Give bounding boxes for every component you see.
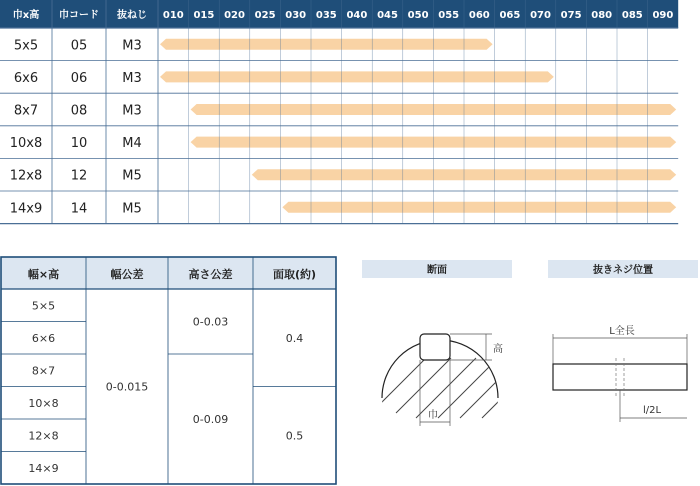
length-code-header: 055	[438, 10, 460, 21]
length-code-header: 075	[560, 10, 582, 21]
length-code-header: 010	[162, 10, 184, 21]
length-code-header: 015	[193, 10, 215, 21]
length-code-header: 050	[407, 10, 429, 21]
length-code-header: 020	[224, 10, 245, 21]
tolerance-header-cell: 面取(約)	[272, 268, 317, 281]
chamfer-cell: 0.4	[285, 331, 304, 345]
screw-cell: M4	[122, 136, 142, 152]
size-cell: 14x9	[9, 201, 43, 217]
length-availability-table	[0, 0, 700, 226]
header-cell: 巾x高	[12, 10, 40, 21]
height-tolerance-cell: 0-0.09	[192, 413, 229, 426]
tolerance-header-cell: 幅×高	[27, 268, 60, 281]
size-cell: 6x6	[13, 70, 39, 86]
tolerance-header-cell: 高さ公差	[188, 268, 233, 281]
length-code-header: 025	[254, 10, 276, 21]
width-code-cell: 10	[70, 136, 88, 152]
screw-position-title: 抜きネジ位置	[593, 265, 653, 276]
height-label: 高	[493, 344, 503, 355]
length-code-header: 085	[621, 10, 643, 21]
screw-cell: M5	[122, 168, 142, 184]
width-label: 巾	[428, 410, 438, 421]
cross-section-diagram	[356, 258, 516, 421]
size-cell: 5×5	[31, 299, 56, 313]
size-cell: 5x5	[13, 38, 39, 54]
key-side-view	[553, 364, 687, 390]
length-code-header: 045	[377, 10, 398, 21]
tolerance-table	[0, 256, 337, 486]
size-cell: 14×9	[28, 461, 59, 475]
size-cell: 10×8	[28, 396, 59, 410]
length-code-header: 070	[530, 10, 551, 21]
length-code-header: 065	[499, 10, 521, 21]
size-cell: 10x8	[9, 136, 43, 152]
length-code-header: 080	[591, 10, 613, 21]
length-code-header: 040	[346, 10, 368, 21]
tolerance-header-cell: 幅公差	[110, 268, 144, 281]
size-cell: 12x8	[9, 168, 43, 184]
availability-bar	[160, 39, 493, 50]
chamfer-cell: 0.5	[285, 429, 304, 443]
screw-position-diagram	[542, 258, 700, 416]
half-length-label: l/2L	[642, 405, 662, 416]
screw-cell: M3	[122, 70, 142, 86]
cross-section-title: 断面	[427, 265, 447, 276]
height-tolerance-cell: 0-0.03	[192, 315, 229, 329]
header-cell: 巾コード	[59, 10, 99, 21]
size-cell: 12×8	[28, 429, 59, 443]
length-code-header: 090	[652, 10, 674, 21]
size-cell: 8x7	[13, 103, 39, 119]
length-code-header: 060	[468, 10, 490, 21]
screw-cell: M3	[122, 38, 142, 54]
screw-cell: M3	[122, 103, 142, 119]
width-code-cell: 12	[70, 168, 88, 184]
width-tolerance-cell: 0-0.015	[105, 380, 149, 394]
size-cell: 6×6	[31, 331, 56, 345]
width-code-cell: 06	[70, 70, 88, 86]
length-code-header: 035	[315, 10, 337, 21]
width-code-cell: 05	[70, 38, 88, 54]
key-section	[420, 334, 450, 360]
shaft-hatching	[376, 358, 511, 418]
size-cell: 8×7	[31, 364, 56, 378]
width-code-cell: 08	[70, 103, 88, 119]
length-code-header: 030	[285, 10, 307, 21]
header-cell: 抜ねじ	[117, 10, 147, 21]
width-code-cell: 14	[70, 201, 88, 217]
total-length-label: L全長	[609, 326, 635, 337]
screw-cell: M5	[122, 201, 142, 217]
